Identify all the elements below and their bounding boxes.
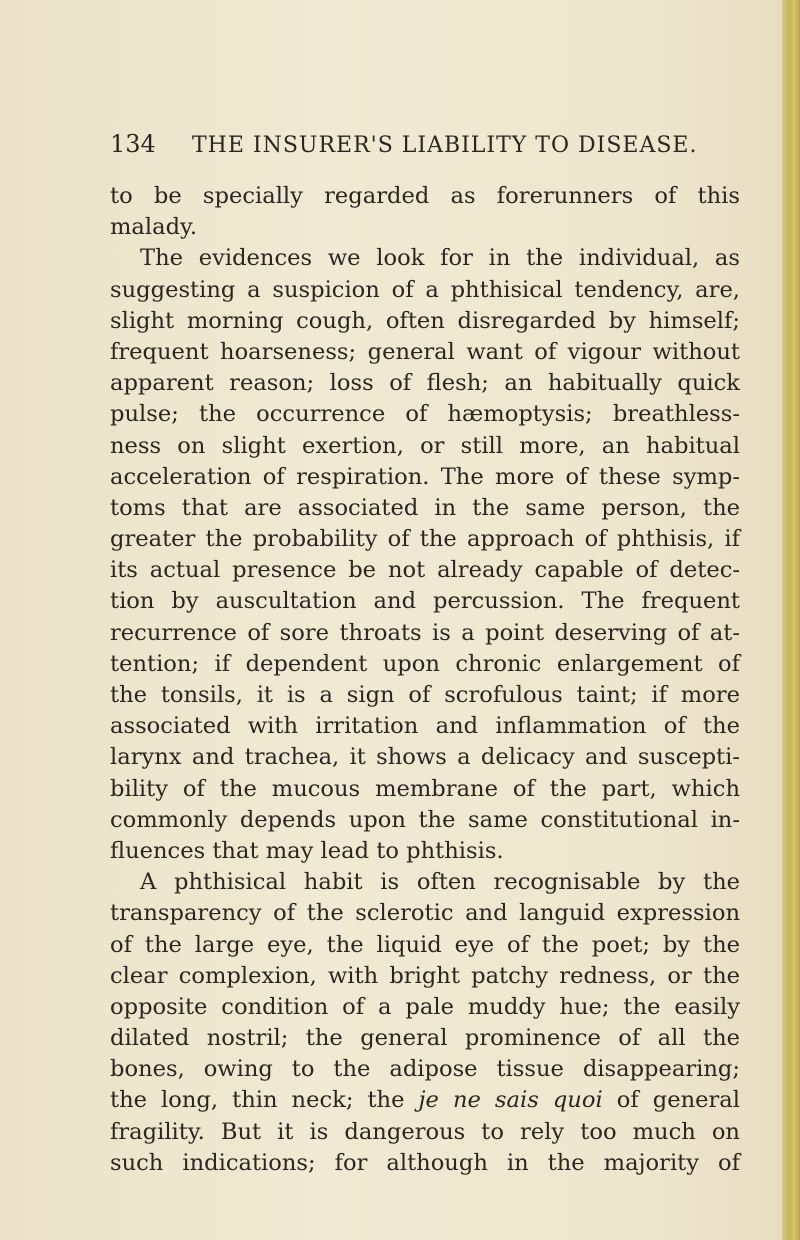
page-edge — [782, 0, 800, 1240]
text-line: the tonsils, it is a sign of scrofulous taint; if more — [110, 682, 740, 708]
text-line: associated with irritation and inflammation of the — [110, 713, 740, 740]
text-line: commonly depends upon the same constitutional in- — [110, 806, 740, 833]
text-line: opposite condition of a pale muddy hue; the easily — [110, 993, 740, 1020]
text-line: transparency of the sclerotic and languid expression — [110, 900, 740, 927]
italic-phrase: je ne sais quoi — [418, 1087, 603, 1114]
text-line: toms that are associated in the same person, the — [110, 494, 740, 521]
text-line: dilated nostril; the general prominence of all the — [110, 1025, 740, 1052]
running-head — [110, 129, 730, 159]
text-segment: the long, thin neck; the — [110, 1087, 405, 1114]
page-number: 134 — [110, 130, 156, 158]
text-segment: of general — [602, 1087, 740, 1114]
text-line: frequent hoarseness; general want of vigour without — [110, 338, 740, 365]
text-line: tention; if dependent upon chronic enlargement of — [110, 650, 740, 677]
text-line: such indications; for although in the majority of — [110, 1149, 740, 1176]
text-line: larynx and trachea, it shows a delicacy and suscepti- — [110, 744, 740, 771]
text-line: fluences that may lead to phthisis. — [110, 837, 504, 864]
text-line: slight morning cough, often disregarded by himself; — [110, 307, 740, 334]
text-line: ness on slight exertion, or still more, an habitual — [110, 432, 740, 459]
text-line: bility of the mucous membrane of the part, which — [110, 775, 740, 802]
text-line-with-italic — [110, 1085, 740, 1116]
text-line: fragility. But it is dangerous to rely too much on — [110, 1118, 740, 1145]
text-line: tion by auscultation and percussion. The frequent — [110, 588, 740, 615]
running-title: THE INSURER'S LIABILITY TO DISEASE. — [192, 133, 698, 158]
text-line: suggesting a suspicion of a phthisical tendency, are, — [110, 276, 740, 303]
text-line: clear complexion, with bright patchy redness, or the — [110, 962, 740, 989]
text-line: A phthisical habit is often recognisable by the — [140, 869, 740, 896]
text-line: its actual presence be not already capable of detec- — [110, 557, 740, 584]
text-line: acceleration of respiration. The more of these symp- — [110, 463, 740, 490]
text-line: pulse; the occurrence of hæmoptysis; breathless- — [110, 401, 740, 428]
body-text — [110, 181, 740, 1179]
text-line: apparent reason; loss of flesh; an habitually quick — [110, 370, 740, 397]
text-line: malady. — [110, 214, 197, 241]
text-line: to be specially regarded as forerunners of this — [110, 183, 740, 209]
text-line: of the large eye, the liquid eye of the poet; by the — [110, 931, 740, 958]
text-line: recurrence of sore throats is a point deserving of at- — [110, 619, 740, 646]
text-line: bones, owing to the adipose tissue disappearing; — [110, 1056, 740, 1083]
text-line: The evidences we look for in the individual, as — [140, 245, 740, 272]
text-line: greater the probability of the approach of phthisis, if — [110, 526, 740, 553]
